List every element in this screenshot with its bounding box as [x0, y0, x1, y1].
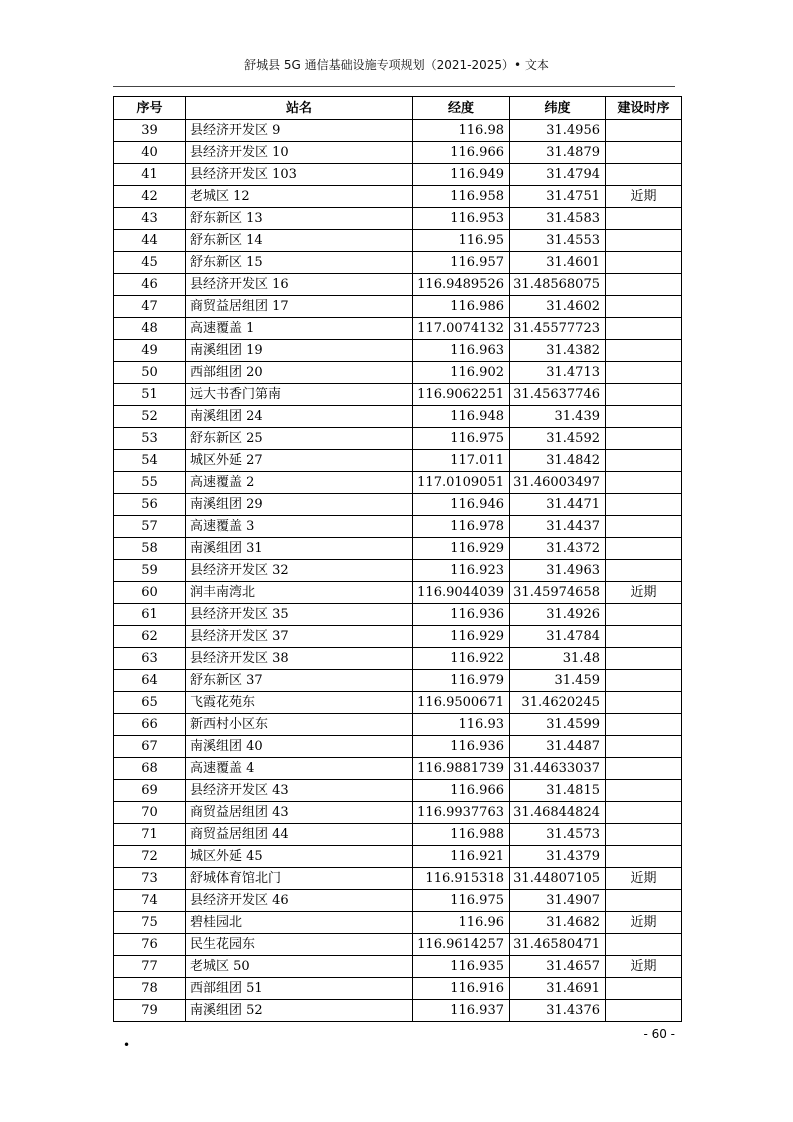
- cell-latitude: 31.4601: [510, 252, 606, 274]
- cell-station-name: 新西村小区东: [186, 714, 413, 736]
- table-row: [114, 142, 682, 164]
- cell-longitude: 116.936: [413, 736, 510, 758]
- table-row: [114, 472, 682, 494]
- cell-index: 74: [114, 890, 186, 912]
- cell-longitude: 116.949: [413, 164, 510, 186]
- cell-index: 62: [114, 626, 186, 648]
- cell-index: 43: [114, 208, 186, 230]
- cell-station-name: 舒东新区 14: [186, 230, 413, 252]
- cell-station-name: 县经济开发区 32: [186, 560, 413, 582]
- cell-station-name: 商贸益居组团 17: [186, 296, 413, 318]
- cell-station-name: 县经济开发区 16: [186, 274, 413, 296]
- cell-phase: [606, 406, 682, 428]
- cell-latitude: 31.4553: [510, 230, 606, 252]
- cell-station-name: 南溪组团 29: [186, 494, 413, 516]
- cell-phase: [606, 362, 682, 384]
- cell-phase: [606, 626, 682, 648]
- table-row: [114, 648, 682, 670]
- cell-latitude: 31.4379: [510, 846, 606, 868]
- cell-longitude: 116.929: [413, 626, 510, 648]
- cell-phase: [606, 824, 682, 846]
- cell-phase: 近期: [606, 912, 682, 934]
- cell-phase: [606, 384, 682, 406]
- cell-station-name: 县经济开发区 38: [186, 648, 413, 670]
- table-row: [114, 384, 682, 406]
- cell-longitude: 116.946: [413, 494, 510, 516]
- cell-phase: [606, 340, 682, 362]
- table-row: [114, 670, 682, 692]
- cell-index: 54: [114, 450, 186, 472]
- cell-index: 41: [114, 164, 186, 186]
- cell-station-name: 县经济开发区 37: [186, 626, 413, 648]
- cell-index: 79: [114, 1000, 186, 1022]
- cell-station-name: 县经济开发区 46: [186, 890, 413, 912]
- cell-index: 50: [114, 362, 186, 384]
- column-header-station-name: 站名: [186, 97, 413, 120]
- cell-phase: [606, 758, 682, 780]
- table-row: [114, 604, 682, 626]
- cell-phase: [606, 780, 682, 802]
- cell-station-name: 商贸益居组团 43: [186, 802, 413, 824]
- cell-longitude: 116.966: [413, 780, 510, 802]
- table-row: [114, 560, 682, 582]
- cell-station-name: 飞霞花苑东: [186, 692, 413, 714]
- column-header-index: 序号: [114, 97, 186, 120]
- cell-longitude: 116.9881739: [413, 758, 510, 780]
- cell-longitude: 116.9937763: [413, 802, 510, 824]
- table-header-row: [114, 97, 682, 120]
- cell-latitude: 31.4815: [510, 780, 606, 802]
- cell-index: 73: [114, 868, 186, 890]
- cell-longitude: 116.923: [413, 560, 510, 582]
- cell-index: 53: [114, 428, 186, 450]
- page-header-title: 舒城县 5G 通信基础设施专项规划（2021-2025）• 文本: [244, 58, 549, 72]
- cell-latitude: 31.4842: [510, 450, 606, 472]
- cell-index: 48: [114, 318, 186, 340]
- cell-longitude: 116.979: [413, 670, 510, 692]
- cell-station-name: 高速覆盖 1: [186, 318, 413, 340]
- cell-station-name: 城区外延 27: [186, 450, 413, 472]
- cell-station-name: 县经济开发区 35: [186, 604, 413, 626]
- table-row: [114, 846, 682, 868]
- cell-station-name: 舒东新区 13: [186, 208, 413, 230]
- cell-station-name: 高速覆盖 3: [186, 516, 413, 538]
- cell-latitude: 31.4657: [510, 956, 606, 978]
- cell-phase: [606, 274, 682, 296]
- cell-index: 46: [114, 274, 186, 296]
- cell-latitude: 31.46844824: [510, 802, 606, 824]
- cell-station-name: 润丰南湾北: [186, 582, 413, 604]
- cell-station-name: 县经济开发区 103: [186, 164, 413, 186]
- cell-station-name: 县经济开发区 43: [186, 780, 413, 802]
- cell-latitude: 31.4592: [510, 428, 606, 450]
- table-row: [114, 692, 682, 714]
- table-row: [114, 516, 682, 538]
- cell-index: 69: [114, 780, 186, 802]
- cell-latitude: 31.4573: [510, 824, 606, 846]
- table-row: [114, 362, 682, 384]
- table-row: [114, 780, 682, 802]
- table-row: [114, 758, 682, 780]
- cell-longitude: 116.975: [413, 890, 510, 912]
- cell-latitude: 31.45577723: [510, 318, 606, 340]
- cell-latitude: 31.4963: [510, 560, 606, 582]
- cell-phase: [606, 494, 682, 516]
- cell-longitude: 116.922: [413, 648, 510, 670]
- cell-longitude: 117.0109051: [413, 472, 510, 494]
- cell-index: 77: [114, 956, 186, 978]
- cell-latitude: 31.4471: [510, 494, 606, 516]
- cell-longitude: 116.966: [413, 142, 510, 164]
- cell-index: 76: [114, 934, 186, 956]
- cell-index: 61: [114, 604, 186, 626]
- cell-index: 45: [114, 252, 186, 274]
- cell-phase: [606, 472, 682, 494]
- cell-phase: [606, 120, 682, 142]
- cell-index: 65: [114, 692, 186, 714]
- cell-longitude: 116.953: [413, 208, 510, 230]
- table-row: [114, 714, 682, 736]
- cell-phase: [606, 450, 682, 472]
- cell-station-name: 老城区 12: [186, 186, 413, 208]
- cell-latitude: 31.4879: [510, 142, 606, 164]
- table-row: [114, 186, 682, 208]
- cell-phase: [606, 692, 682, 714]
- table-row: [114, 274, 682, 296]
- cell-index: 40: [114, 142, 186, 164]
- table-row: [114, 252, 682, 274]
- cell-phase: [606, 736, 682, 758]
- cell-station-name: 商贸益居组团 44: [186, 824, 413, 846]
- column-header-phase: 建设时序: [606, 97, 682, 120]
- station-table: [113, 96, 682, 1022]
- cell-latitude: 31.44633037: [510, 758, 606, 780]
- table-row: [114, 868, 682, 890]
- cell-station-name: 南溪组团 40: [186, 736, 413, 758]
- cell-station-name: 县经济开发区 9: [186, 120, 413, 142]
- cell-latitude: 31.4926: [510, 604, 606, 626]
- cell-station-name: 城区外延 45: [186, 846, 413, 868]
- cell-latitude: 31.4751: [510, 186, 606, 208]
- cell-latitude: 31.4376: [510, 1000, 606, 1022]
- table-row: [114, 934, 682, 956]
- table-row: [114, 736, 682, 758]
- cell-phase: [606, 230, 682, 252]
- cell-latitude: 31.4372: [510, 538, 606, 560]
- table-row: [114, 824, 682, 846]
- cell-index: 58: [114, 538, 186, 560]
- table-row: [114, 340, 682, 362]
- cell-index: 55: [114, 472, 186, 494]
- cell-phase: [606, 318, 682, 340]
- cell-phase: [606, 164, 682, 186]
- cell-latitude: 31.459: [510, 670, 606, 692]
- cell-longitude: 116.937: [413, 1000, 510, 1022]
- cell-index: 44: [114, 230, 186, 252]
- cell-latitude: 31.48: [510, 648, 606, 670]
- cell-longitude: 116.986: [413, 296, 510, 318]
- cell-phase: 近期: [606, 956, 682, 978]
- cell-longitude: 116.975: [413, 428, 510, 450]
- column-header-longitude: 经度: [413, 97, 510, 120]
- cell-phase: [606, 560, 682, 582]
- table-row: [114, 1000, 682, 1022]
- table-row: [114, 208, 682, 230]
- cell-index: 52: [114, 406, 186, 428]
- cell-latitude: 31.4682: [510, 912, 606, 934]
- cell-station-name: 南溪组团 31: [186, 538, 413, 560]
- cell-phase: [606, 846, 682, 868]
- cell-latitude: 31.4487: [510, 736, 606, 758]
- cell-latitude: 31.4956: [510, 120, 606, 142]
- cell-index: 72: [114, 846, 186, 868]
- cell-latitude: 31.46003497: [510, 472, 606, 494]
- cell-phase: 近期: [606, 582, 682, 604]
- cell-longitude: 116.96: [413, 912, 510, 934]
- cell-longitude: 116.9500671: [413, 692, 510, 714]
- cell-phase: [606, 714, 682, 736]
- cell-station-name: 舒东新区 25: [186, 428, 413, 450]
- cell-latitude: 31.44807105: [510, 868, 606, 890]
- table-row: [114, 494, 682, 516]
- cell-longitude: 116.957: [413, 252, 510, 274]
- cell-phase: [606, 604, 682, 626]
- cell-index: 49: [114, 340, 186, 362]
- cell-longitude: 116.9062251: [413, 384, 510, 406]
- cell-station-name: 南溪组团 19: [186, 340, 413, 362]
- cell-latitude: 31.439: [510, 406, 606, 428]
- cell-longitude: 116.915318: [413, 868, 510, 890]
- cell-station-name: 西部组团 20: [186, 362, 413, 384]
- cell-station-name: 南溪组团 52: [186, 1000, 413, 1022]
- cell-longitude: 116.935: [413, 956, 510, 978]
- cell-longitude: 116.9614257: [413, 934, 510, 956]
- cell-longitude: 117.0074132: [413, 318, 510, 340]
- cell-station-name: 远大书香门第南: [186, 384, 413, 406]
- table-row: [114, 802, 682, 824]
- table-row: [114, 978, 682, 1000]
- cell-phase: [606, 978, 682, 1000]
- cell-phase: [606, 802, 682, 824]
- table-row: [114, 890, 682, 912]
- cell-index: 71: [114, 824, 186, 846]
- cell-latitude: 31.48568075: [510, 274, 606, 296]
- cell-phase: [606, 648, 682, 670]
- cell-latitude: 31.4382: [510, 340, 606, 362]
- cell-index: 60: [114, 582, 186, 604]
- cell-index: 42: [114, 186, 186, 208]
- cell-latitude: 31.4620245: [510, 692, 606, 714]
- cell-index: 56: [114, 494, 186, 516]
- cell-phase: [606, 296, 682, 318]
- cell-longitude: 116.916: [413, 978, 510, 1000]
- cell-index: 57: [114, 516, 186, 538]
- table-row: [114, 428, 682, 450]
- cell-longitude: 116.9044039: [413, 582, 510, 604]
- cell-latitude: 31.46580471: [510, 934, 606, 956]
- cell-phase: [606, 670, 682, 692]
- table-row: [114, 120, 682, 142]
- cell-index: 59: [114, 560, 186, 582]
- cell-index: 75: [114, 912, 186, 934]
- table-row: [114, 406, 682, 428]
- cell-longitude: 116.978: [413, 516, 510, 538]
- table-row: [114, 296, 682, 318]
- cell-latitude: 31.45637746: [510, 384, 606, 406]
- cell-index: 51: [114, 384, 186, 406]
- table-row: [114, 582, 682, 604]
- cell-phase: 近期: [606, 186, 682, 208]
- cell-index: 64: [114, 670, 186, 692]
- cell-station-name: 舒东新区 37: [186, 670, 413, 692]
- cell-phase: 近期: [606, 868, 682, 890]
- cell-station-name: 老城区 50: [186, 956, 413, 978]
- cell-station-name: 南溪组团 24: [186, 406, 413, 428]
- cell-index: 78: [114, 978, 186, 1000]
- cell-longitude: 116.936: [413, 604, 510, 626]
- cell-longitude: 116.929: [413, 538, 510, 560]
- column-header-latitude: 纬度: [510, 97, 606, 120]
- header-divider: [113, 86, 675, 87]
- footer-bullet: •: [123, 1038, 131, 1052]
- cell-phase: [606, 538, 682, 560]
- cell-longitude: 116.902: [413, 362, 510, 384]
- cell-latitude: 31.45974658: [510, 582, 606, 604]
- table-row: [114, 912, 682, 934]
- cell-latitude: 31.4784: [510, 626, 606, 648]
- cell-latitude: 31.4437: [510, 516, 606, 538]
- cell-latitude: 31.4599: [510, 714, 606, 736]
- table-row: [114, 164, 682, 186]
- cell-latitude: 31.4583: [510, 208, 606, 230]
- table-row: [114, 450, 682, 472]
- cell-latitude: 31.4713: [510, 362, 606, 384]
- table-row: [114, 538, 682, 560]
- table-row: [114, 230, 682, 252]
- cell-station-name: 西部组团 51: [186, 978, 413, 1000]
- cell-phase: [606, 208, 682, 230]
- cell-longitude: 116.948: [413, 406, 510, 428]
- cell-longitude: 117.011: [413, 450, 510, 472]
- cell-index: 70: [114, 802, 186, 824]
- cell-phase: [606, 1000, 682, 1022]
- cell-station-name: 民生花园东: [186, 934, 413, 956]
- cell-phase: [606, 934, 682, 956]
- cell-index: 47: [114, 296, 186, 318]
- cell-longitude: 116.95: [413, 230, 510, 252]
- cell-station-name: 县经济开发区 10: [186, 142, 413, 164]
- cell-index: 66: [114, 714, 186, 736]
- page-number: - 60 -: [643, 1027, 675, 1041]
- cell-longitude: 116.988: [413, 824, 510, 846]
- table-row: [114, 626, 682, 648]
- cell-station-name: 高速覆盖 4: [186, 758, 413, 780]
- cell-longitude: 116.93: [413, 714, 510, 736]
- cell-phase: [606, 252, 682, 274]
- cell-station-name: 高速覆盖 2: [186, 472, 413, 494]
- cell-station-name: 碧桂园北: [186, 912, 413, 934]
- cell-index: 68: [114, 758, 186, 780]
- cell-longitude: 116.963: [413, 340, 510, 362]
- cell-phase: [606, 428, 682, 450]
- cell-station-name: 舒城体育馆北门: [186, 868, 413, 890]
- cell-longitude: 116.921: [413, 846, 510, 868]
- cell-index: 63: [114, 648, 186, 670]
- cell-longitude: 116.958: [413, 186, 510, 208]
- cell-phase: [606, 142, 682, 164]
- cell-phase: [606, 516, 682, 538]
- cell-index: 39: [114, 120, 186, 142]
- cell-station-name: 舒东新区 15: [186, 252, 413, 274]
- cell-latitude: 31.4602: [510, 296, 606, 318]
- cell-latitude: 31.4691: [510, 978, 606, 1000]
- table-row: [114, 318, 682, 340]
- cell-index: 67: [114, 736, 186, 758]
- cell-latitude: 31.4907: [510, 890, 606, 912]
- table-row: [114, 956, 682, 978]
- cell-longitude: 116.9489526: [413, 274, 510, 296]
- cell-latitude: 31.4794: [510, 164, 606, 186]
- cell-longitude: 116.98: [413, 120, 510, 142]
- cell-phase: [606, 890, 682, 912]
